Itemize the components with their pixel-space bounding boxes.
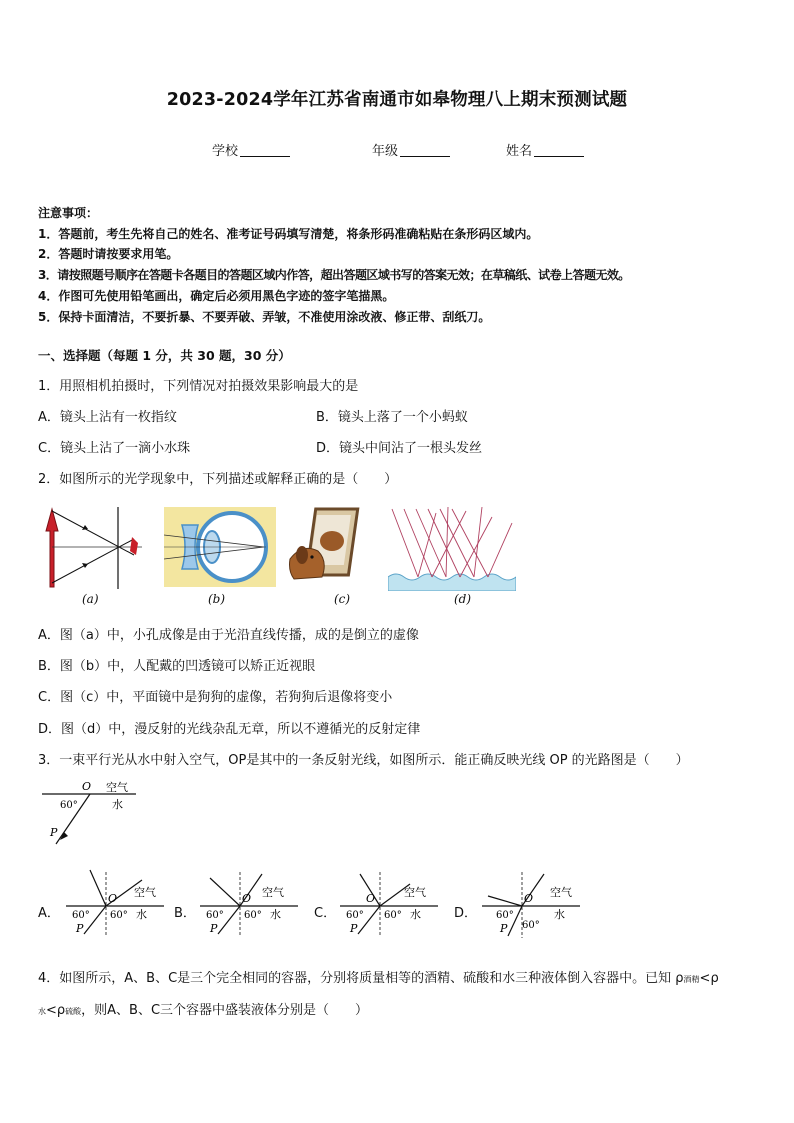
section-title: 一、选择题（每题 1 分，共 30 题，30 分） — [38, 348, 291, 363]
q3-b-water: 水 — [270, 908, 281, 921]
notes-item: 4．作图可先使用铅笔画出，确定后必须用黑色字迹的签字笔描黑。 — [38, 288, 395, 303]
grade-field[interactable] — [372, 140, 450, 159]
q3-stem: 3．一束平行光从水中射入空气，OP是其中的一条反射光线，如图所示．能正确反映光线 OP 的光路图是（ ） — [38, 753, 689, 768]
notes-item: 1．答题前，考生先将自己的姓名、准考证号码填写清楚，将条形码准确粘贴在条形码区域内。 — [38, 226, 539, 241]
name-field[interactable] — [506, 140, 584, 159]
q3-a-air: 空气 — [134, 886, 156, 899]
q4-sub-acid: 硫酸 — [65, 1007, 82, 1016]
q2-option-b[interactable]: B．图（b）中，人配戴的凹透镜可以矫正近视眼 — [38, 659, 316, 674]
notes-item: 5．保持卡面清洁，不要折暴、不要弄破、弄皱，不准使用涂改液、修正带、刮纸刀。 — [38, 309, 491, 324]
school-blank[interactable] — [240, 143, 290, 157]
school-label: 学校 — [212, 144, 239, 159]
q4-sub-water: 水 — [38, 1007, 46, 1016]
q2-option-d[interactable]: D．图（d）中，漫反射的光线杂乱无章，所以不遵循光的反射定律 — [38, 722, 421, 737]
q1-option-d[interactable]: D．镜头中间沾了一根头发丝 — [316, 441, 483, 456]
notes-block — [38, 203, 768, 327]
q4-lt2: <ρ — [46, 1003, 66, 1018]
q3-main-diagram — [40, 778, 140, 850]
q2-option-c[interactable]: C．图（c）中，平面镜中是狗狗的虚像，若狗狗后退像将变小 — [38, 690, 393, 705]
figure-a-label: (a) — [82, 592, 99, 606]
q3-label-air: 空气 — [106, 781, 128, 794]
name-blank[interactable] — [534, 143, 584, 157]
q3-b-air: 空气 — [262, 886, 284, 899]
q3-label-angle: 60° — [60, 800, 78, 811]
q3-c-o: O — [366, 892, 376, 905]
school-field[interactable] — [212, 140, 290, 159]
q2-stem: 2．如图所示的光学现象中，下列描述或解释正确的是（ ） — [38, 472, 398, 487]
q3-d-angle-right: 60° — [522, 920, 540, 931]
q1-option-a[interactable]: A．镜头上沾有一枚指纹 — [38, 410, 177, 425]
q3-option-d-diagram[interactable] — [478, 866, 586, 940]
q4-stem-line1 — [38, 967, 719, 986]
q3-option-a-diagram[interactable] — [62, 866, 170, 940]
figure-d-diffuse-reflection — [388, 503, 516, 591]
figure-c-dog-mirror — [288, 507, 360, 587]
q3-c-angle-left: 60° — [346, 910, 364, 921]
q4-text: 4．如图所示，A、B、C是三个完全相同的容器，分别将质量相等的酒精、硫酸和水三种液体倒入容器中。已知 ρ — [38, 971, 684, 986]
notes-item: 3．请按照题号顺序在答题卡各题目的答题区域内作答，超出答题区域书写的答案无效；在草稿纸、试卷上答题无效。 — [38, 268, 630, 283]
q3-a-o: O — [108, 892, 118, 905]
figure-a-pinhole — [38, 503, 148, 591]
q3-label-o: O — [82, 780, 92, 793]
q1-option-c[interactable]: C．镜头上沾了一滴小水珠 — [38, 441, 191, 456]
figure-c-label: (c) — [334, 592, 351, 606]
grade-blank[interactable] — [400, 143, 450, 157]
q3-a-water: 水 — [136, 908, 147, 921]
q3-a-angle-right: 60° — [110, 910, 128, 921]
student-info-row — [0, 140, 794, 162]
figure-b-label: (b) — [208, 592, 226, 606]
q3-label-p: P — [50, 826, 58, 839]
q4-lt: <ρ — [699, 971, 719, 986]
q3-b-o: O — [242, 892, 252, 905]
q3-a-p: P — [76, 922, 84, 935]
q3-b-angle-right: 60° — [244, 910, 262, 921]
page-title: 2023-2024学年江苏省南通市如皋物理八上期末预测试题 — [166, 90, 628, 110]
q3-c-p: P — [350, 922, 358, 935]
q3-option-c-diagram[interactable] — [336, 866, 444, 940]
q3-d-water: 水 — [554, 908, 565, 921]
q2-option-a[interactable]: A．图（a）中，小孔成像是由于光沿直线传播，成的是倒立的虚像 — [38, 628, 419, 643]
notes-heading: 注意事项： — [38, 206, 99, 220]
q3-option-c-letter[interactable]: C． — [314, 906, 337, 921]
q3-c-air: 空气 — [404, 886, 426, 899]
q3-c-angle-right: 60° — [384, 910, 402, 921]
figure-b-eye-lens — [164, 507, 276, 587]
q4-sub-alcohol: 酒精 — [683, 975, 700, 984]
q3-d-air: 空气 — [550, 886, 572, 899]
name-label: 姓名 — [506, 144, 533, 159]
q3-label-water: 水 — [112, 798, 123, 811]
q3-option-b-letter[interactable]: B． — [174, 906, 196, 921]
q3-a-angle-left: 60° — [72, 910, 90, 921]
q3-d-p: P — [500, 922, 508, 935]
figure-d-label: (d) — [454, 592, 472, 606]
q3-option-b-diagram[interactable] — [196, 866, 304, 940]
q4-stem-line2 — [38, 999, 368, 1018]
grade-label: 年级 — [372, 144, 399, 159]
notes-item: 2．答题时请按要求用笔。 — [38, 247, 179, 262]
q1-stem: 1．用照相机拍摄时，下列情况对拍摄效果影响最大的是 — [38, 379, 359, 394]
q3-d-o: O — [524, 892, 534, 905]
q3-d-angle-left: 60° — [496, 910, 514, 921]
q3-b-angle-left: 60° — [206, 910, 224, 921]
q3-b-p: P — [210, 922, 218, 935]
q3-option-d-letter[interactable]: D． — [454, 906, 478, 921]
q1-option-b[interactable]: B．镜头上落了一个小蚂蚁 — [316, 410, 468, 425]
q4-text2: ，则A、B、C三个容器中盛装液体分别是（ ） — [81, 1003, 369, 1018]
q3-option-a-letter[interactable]: A． — [38, 906, 60, 921]
q3-c-water: 水 — [410, 908, 421, 921]
